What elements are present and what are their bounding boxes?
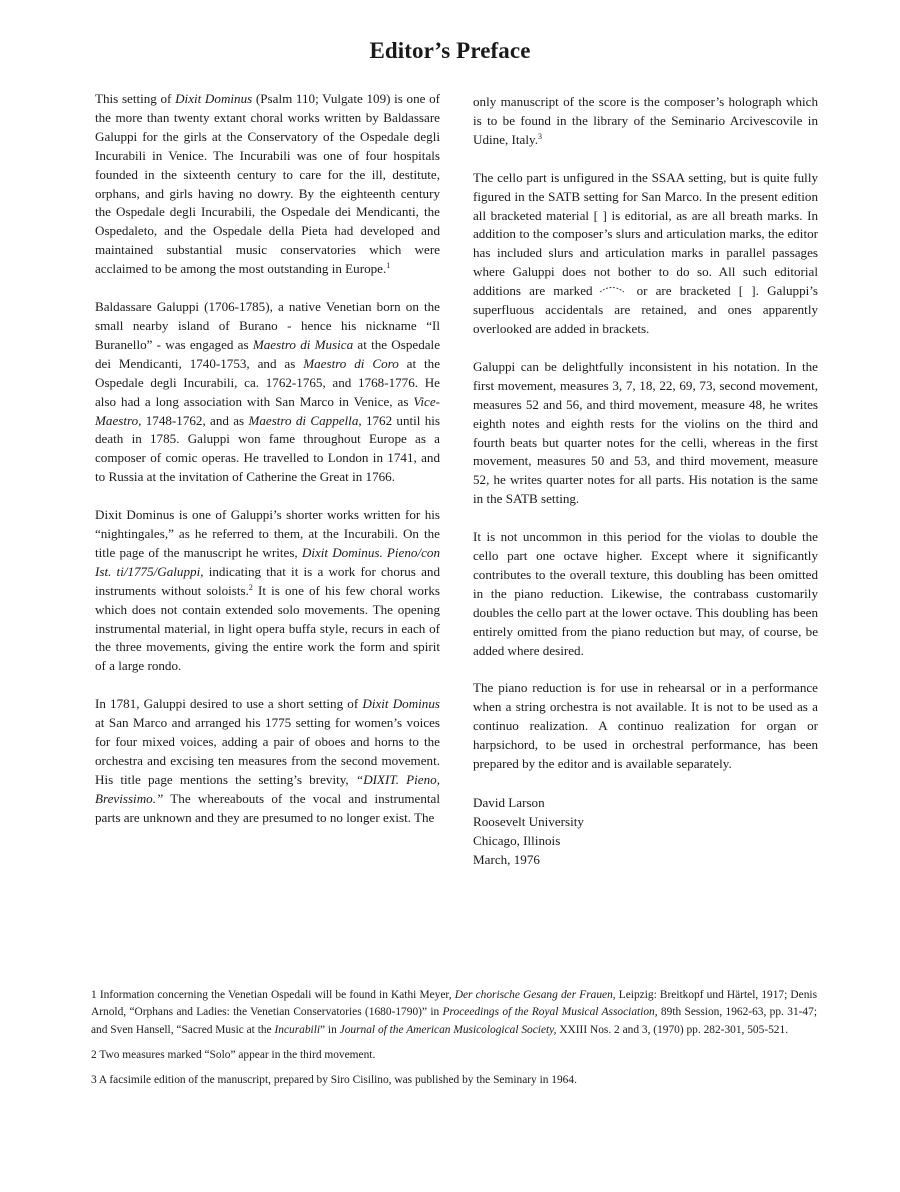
paragraph-san-marco-setting (95, 695, 440, 827)
footnote-ref-2: 2 (248, 582, 253, 592)
text-run: 1 Information concerning the Venetian Ospedali will be found in Kathi Meyer, (91, 989, 455, 1001)
italic-title: Journal of the American Musicological Society, (339, 1023, 557, 1036)
text-run: Baldassare Galuppi (1706-1785), a native Venetian born on the small nearby island of Burano - hence his nickname “Il Buranello” - was engaged as (95, 299, 440, 352)
paragraph-piano-reduction-use: The piano reduction is for use in rehearsal or in a performance when a string orchestra is not available. It is not to be used as a continuo realization. A continuo realization for organ or harpsichord, to be used in orchestral performance, has been prepared by the editor and is available separately. (473, 680, 818, 772)
text-run: Leipzig: Breitkopf und Härtel, 1917; Denis Arnold, “Orphans and Ladies: the Venetian Conservatories (1680-1790)” in (91, 989, 817, 1019)
paragraph-notation: Galuppi can be delightfully inconsistent in his notation. In the first movement, measures 3, 7, 18, 22, 69, 73, second movement, measures 52 and 56, and third movement, measure 48, he writes eighth notes and eighth rests for the violins on the third and fourth beats but quarter notes for the celli, whereas in the first movement, measures 50 and 53, and third movement, measure 52, he writes quarter notes for all parts. His notation is the same in the SATB setting. (473, 358, 818, 507)
right-column (473, 93, 818, 869)
slur-mark-icon (599, 285, 625, 293)
italic-title: Proceedings of the Royal Musical Association, (442, 1006, 658, 1019)
page-title: Editor’s Preface (369, 38, 531, 63)
text-run: at the Ospedale degli Incurabili, ca. 1762-1765, and 1768-1776. He also had a long association with San Marco in Venice, as (95, 355, 441, 409)
text-run: at the Ospedale dei Mendicanti, 1740-1753, and as (95, 336, 441, 371)
editor-signature (473, 793, 818, 869)
text-run: It is one of his few choral works which does not contain extended solo movements. The opening instrumental material, in light opera buffa style, recurs in each of the three movements, giving the entire work the form and spirit of a large rondo. (95, 582, 440, 674)
text-run: 1748-1762, and as (141, 412, 249, 428)
paragraph-galuppi-biography (95, 298, 440, 487)
italic-title: Maestro di Cappella, (248, 412, 362, 428)
paragraph-editorial-method (473, 169, 818, 339)
paragraph-shorter-works (95, 506, 440, 676)
text-run: The cello part is unfigured in the SSAA setting, but is quite fully figured in the SATB setting for San Marco. In the present edition all bracketed material [ ] is editorial, as are all breath marks. In addition to the composer’s slurs and articulation marks, the editor has included slurs and articulation marks in parallel passages where Galuppi does not bother to do so. All such editorial additions are marked (473, 169, 818, 299)
paragraph-manuscript-location (473, 93, 818, 150)
italic-title: Maestro di Coro (303, 355, 399, 371)
italic-title: Der chorische Gesang der Frauen, (454, 989, 616, 1001)
text-run: or are bracketed [ ]. Galuppi’s superfluous accidentals are retained, and ones apparently overlooked are added in brackets. (473, 283, 818, 336)
italic-title: Dixit Dominus. Pieno/con Ist. ti/1775/Galuppi, (95, 544, 440, 579)
text-run: indicating that it is a work for chorus and instruments without soloists. (95, 563, 440, 598)
italic-title: Dixit Dominus (362, 696, 440, 712)
text-run: In 1781, Galuppi desired to use a short setting of (95, 696, 363, 712)
signature-institution: Roosevelt University (473, 814, 584, 829)
signature-date: March, 1976 (473, 852, 540, 867)
footnote-1 (91, 987, 817, 1039)
italic-title: Dixit Dominus (175, 91, 253, 106)
signature-city: Chicago, Illinois (473, 833, 561, 848)
italic-title: Maestro di Musica (252, 336, 354, 352)
text-run: The whereabouts of the vocal and instrumental parts are unknown and they are presumed to no longer exist. The (95, 790, 440, 825)
footnote-ref-3: 3 (537, 131, 542, 141)
text-run: ” in (320, 1023, 340, 1036)
footnote-3: 3 A facsimile edition of the manuscript, prepared by Siro Cisilino, was published by the Seminary in 1964. (91, 1074, 577, 1087)
text-run: 89th Session, 1962-63, pp. 31-47; and Sven Hansell, “Sacred Music at the (91, 1006, 817, 1036)
italic-title: Incurabili (274, 1023, 321, 1036)
paragraph-piano-reduction-doubling: It is not uncommon in this period for the violas to double the cello part one octave higher. Except where it significantly contributes to the overall texture, this doubling has been omitted in the piano reduction. Likewise, the contrabass customarily doubles the cello part at the lower octave. This doubling has been entirely omitted from the piano reduction but may, of course, be added where desired. (473, 529, 818, 658)
text-run: (Psalm 110; Vulgate 109) is one of the more than twenty extant choral works written by Baldassare Galuppi for the girls at the Conservatory of the Ospedale degli Incurabili in Venice. The Incurabili was one of four hospitals founded in the sixteenth century to care for the ill, destitute, orphans, and girls having no dowry. By the eighteenth century the Ospedale degli Incurabili, the Ospedale dei Mendicanti, the Ospedaleto, and the Ospedale della Pieta had developed and maintained substantial music conservatories which were acclaimed to be among the most outstanding in Europe. (95, 91, 440, 277)
text-run: only manuscript of the score is the composer’s holograph which is to be found in the library of the Seminario Arcivescovile in Udine, Italy. (473, 94, 818, 147)
footnote-ref-1: 1 (386, 261, 391, 271)
left-column (95, 90, 440, 847)
text-run: This setting of (95, 91, 176, 106)
italic-title: “DIXIT. Pieno, Brevissimo.” (95, 771, 440, 806)
text-run: XXIII Nos. 2 and 3, (1970) pp. 282-301, 505-521. (556, 1023, 789, 1036)
text-run: at San Marco and arranged his 1775 setting for women’s voices for four mixed voices, adding a pair of oboes and horns to the orchestra and excising ten measures from the second movement. His title page mentions the setting’s brevity, (95, 715, 440, 787)
italic-title: Vice-Maestro, (95, 393, 440, 428)
footnotes (91, 987, 817, 1097)
footnote-2: 2 Two measures marked “Solo” appear in the third movement. (91, 1048, 376, 1061)
paragraph-dixit-intro (95, 90, 440, 279)
signature-name: David Larson (473, 795, 545, 810)
text-run: Dixit Dominus is one of Galuppi’s shorter works written for his “nightingales,” as he referred to them, at the Incurabili. On the title page of the manuscript he writes, (95, 507, 440, 560)
text-run: 1762 until his death in 1785. Galuppi won fame throughout Europe as a composer of comic operas. He travelled to London in 1741, and to Russia at the invitation of Catherine the Great in 1766. (95, 412, 441, 485)
